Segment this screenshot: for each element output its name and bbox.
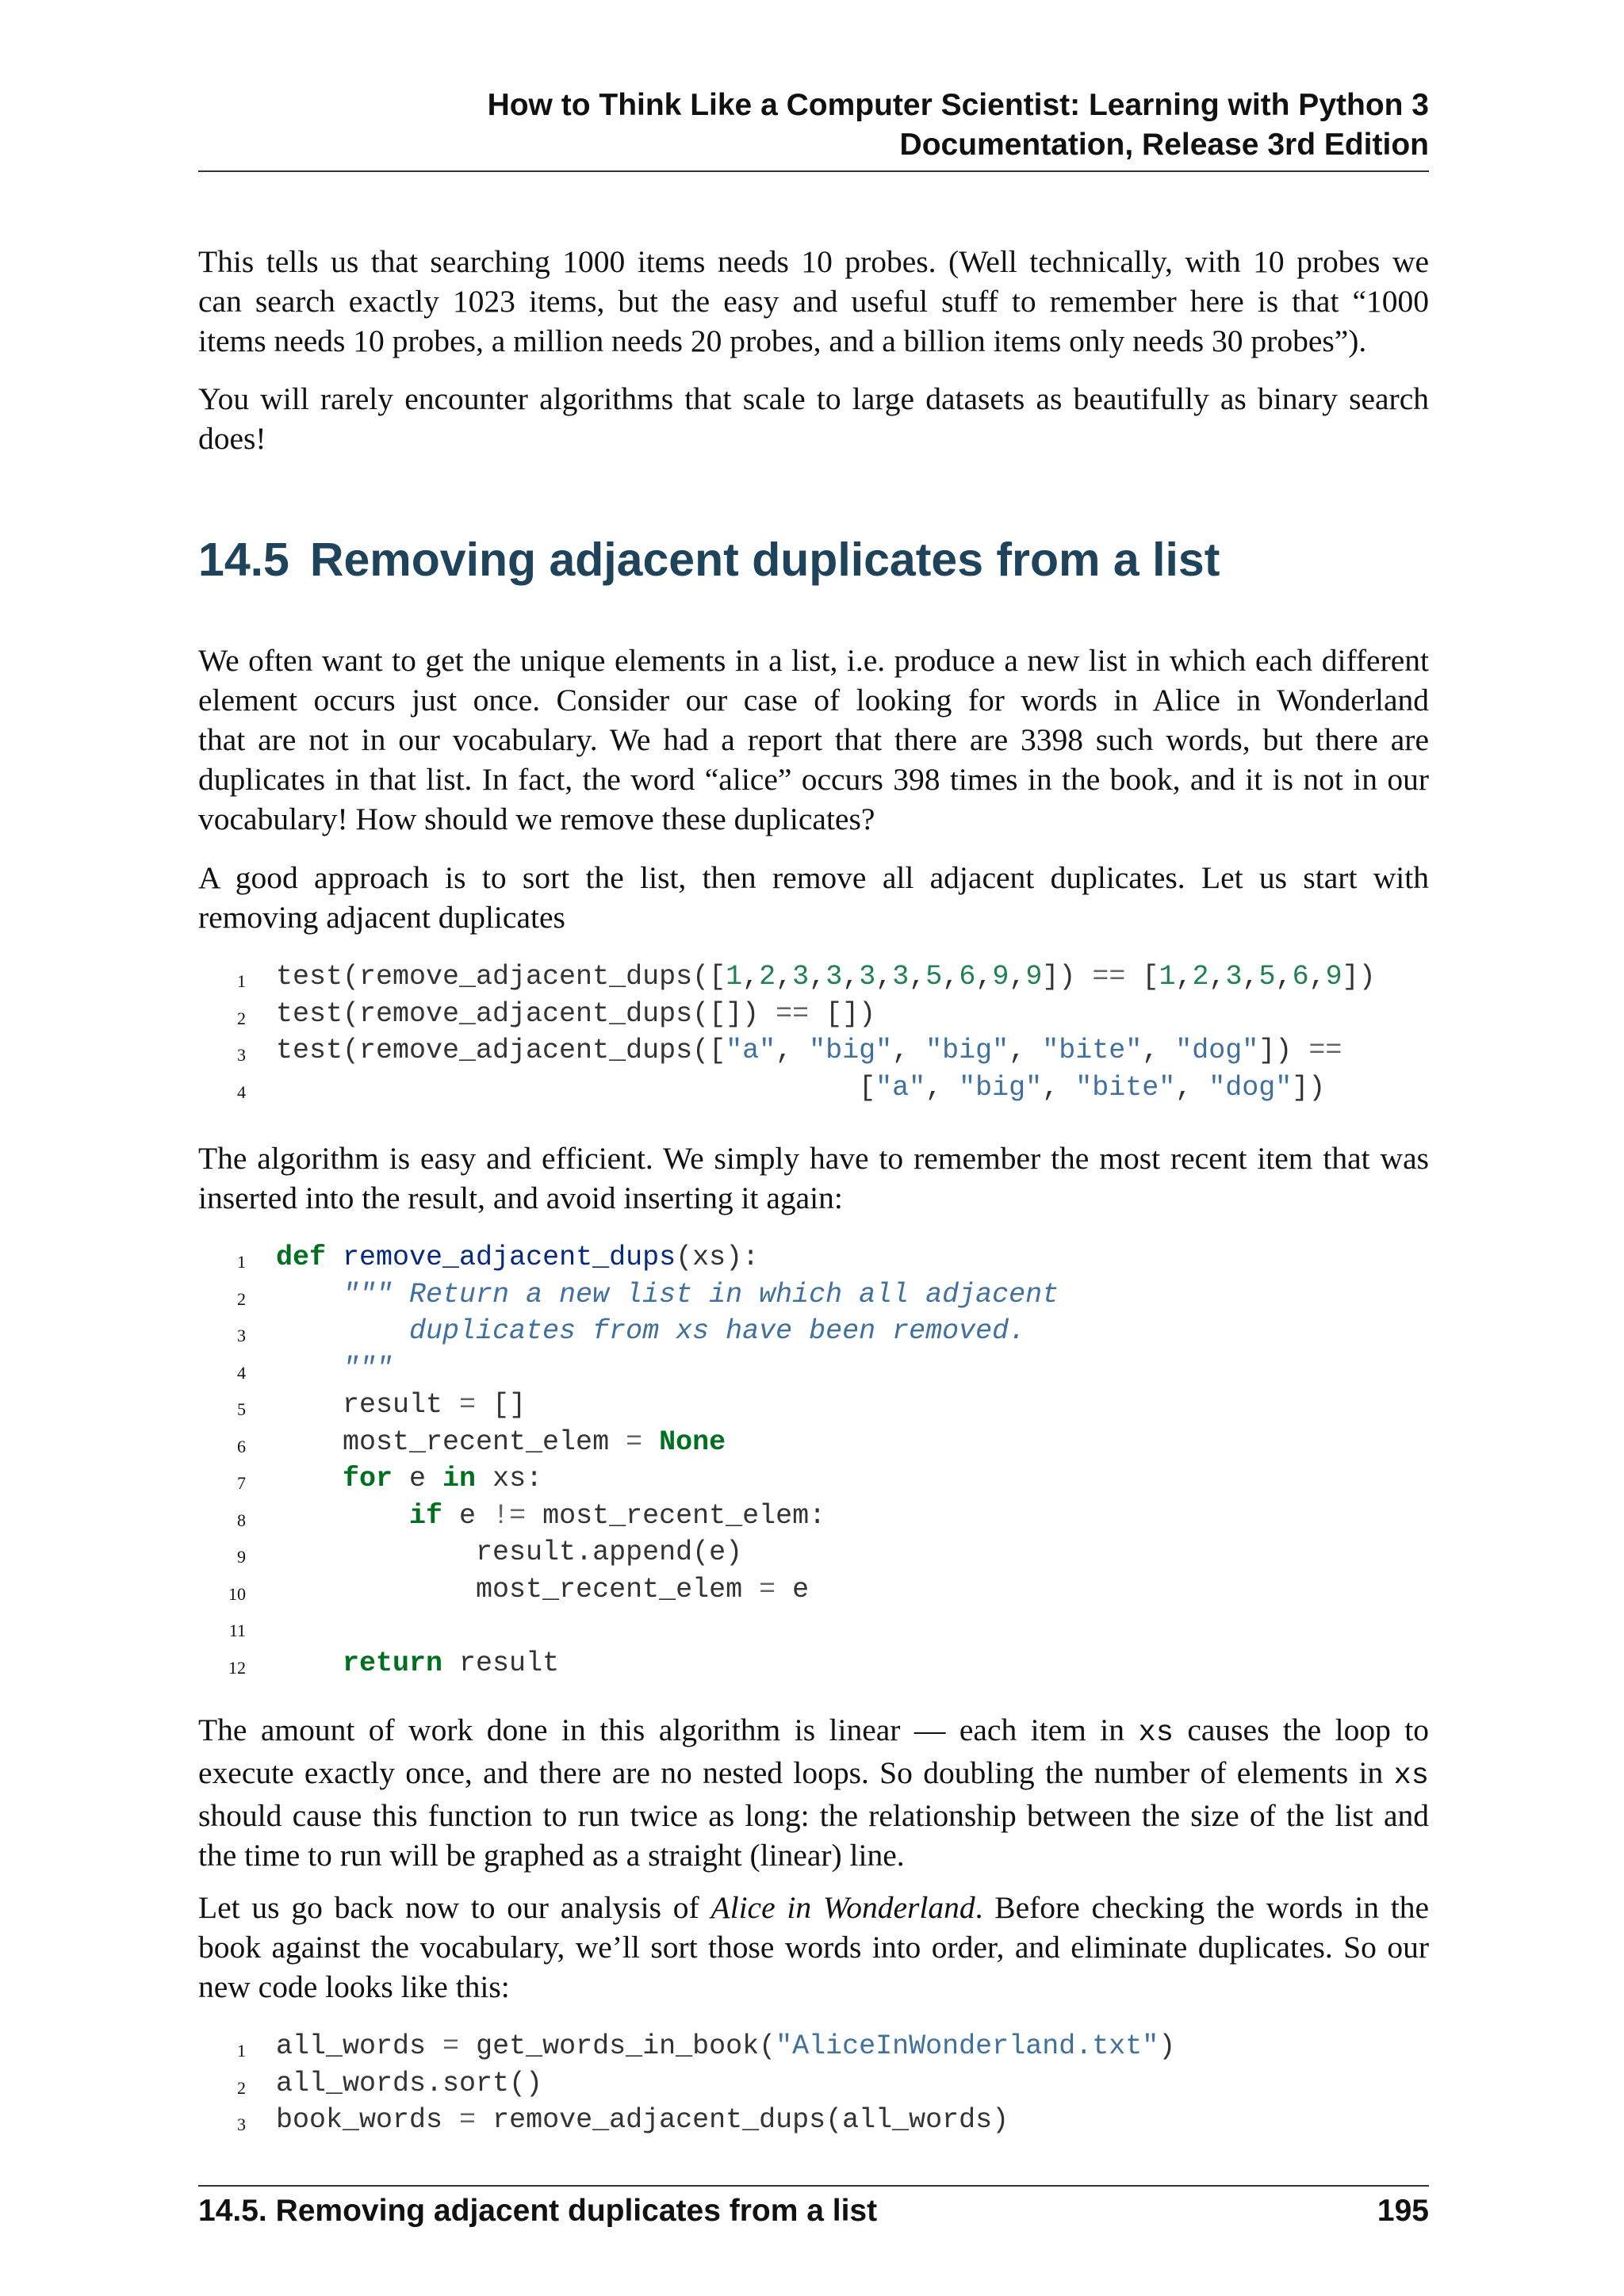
string-literal: "a" (875, 1071, 926, 1104)
number-literal: 9 (1025, 961, 1043, 993)
code-token: , (1308, 961, 1326, 993)
operator: == (1308, 1035, 1342, 1066)
string-literal: "big" (809, 1035, 893, 1066)
number-literal: 1 (1159, 961, 1176, 993)
text-line: can search exactly 1023 items, but the easy and useful stuff to remember here is that “1000 (198, 284, 1429, 319)
code-line (198, 1350, 1467, 1387)
code-text (276, 1032, 1342, 1070)
code-block-all-words (198, 2028, 1467, 2139)
footer-rule (198, 2185, 1429, 2187)
string-literal: "dog" (1175, 1035, 1259, 1066)
operator: = (459, 1389, 477, 1421)
text-line (198, 1710, 1429, 1753)
code-token: , (1242, 961, 1259, 993)
string-literal: "a" (726, 1035, 776, 1066)
text-segment: The amount of work done in this algorithm is linear — each item in (198, 1712, 1125, 1747)
number-literal: 3 (892, 961, 910, 993)
code-token (276, 1647, 343, 1679)
code-line (198, 1498, 1467, 1535)
code-token: , (975, 961, 993, 993)
text-line: vocabulary! How should we remove these duplicates? (198, 802, 875, 836)
code-text (276, 1645, 559, 1682)
code-token: get_words_in_book( (459, 2030, 776, 2062)
code-line (198, 1313, 1467, 1350)
text-line: We often want to get the unique elements in a list, i.e. produce a new list in which each different (198, 643, 1429, 678)
code-token (276, 1500, 409, 1532)
number-literal: 9 (1325, 961, 1342, 993)
code-token: test(remove_adjacent_dups([ (276, 961, 726, 993)
code-token: []) (809, 997, 876, 1030)
line-number: 4 (237, 1081, 246, 1102)
docstring: duplicates from xs have been removed. (276, 1315, 1026, 1347)
line-number: 7 (237, 1473, 246, 1493)
number-literal: 9 (992, 961, 1009, 993)
code-line (198, 996, 1467, 1033)
number-literal: 3 (1225, 961, 1243, 993)
string-literal: "big" (925, 1035, 1009, 1066)
number-literal: 3 (792, 961, 810, 993)
number-literal: 2 (759, 961, 776, 993)
code-token: ]) (1042, 961, 1093, 993)
code-token: most_recent_elem (276, 1573, 760, 1605)
text-line: that are not in our vocabulary. We had a report that there are 3398 such words, but there are (198, 722, 1429, 757)
header-line-1: How to Think Like a Computer Scientist: Learning with Python 3 (487, 88, 1429, 122)
code-text (276, 1070, 1325, 1107)
code-text (276, 996, 875, 1033)
code-line (198, 1460, 1467, 1498)
code-text: all_words.sort() (276, 2067, 543, 2099)
code-text (276, 1571, 809, 1609)
code-token: , (1009, 1035, 1043, 1066)
code-text (276, 1239, 759, 1276)
inline-code: xs (1393, 1759, 1430, 1793)
paragraph-good-approach (198, 858, 1429, 937)
code-token: e (393, 1463, 443, 1494)
code-token: , (1009, 961, 1026, 993)
code-token: , (875, 961, 893, 993)
paragraph-binary-search (198, 379, 1429, 458)
code-token: , (892, 1035, 926, 1066)
section-number: 14.5 (198, 534, 289, 586)
code-line (198, 2065, 1467, 2103)
code-line (198, 1424, 1467, 1461)
line-number: 8 (237, 1510, 246, 1530)
code-token: , (1042, 1071, 1076, 1104)
text-segment: . Before checking the words in the (975, 1890, 1430, 1925)
paragraph-unique-elements (198, 641, 1429, 839)
text-line: This tells us that searching 1000 items needs 10 probes. (Well technically, with 10 probes we (198, 244, 1429, 279)
header-rule (198, 170, 1429, 172)
code-token: ) (1159, 2030, 1176, 2062)
code-token: (xs): (676, 1242, 760, 1273)
code-token: [ (276, 1071, 876, 1104)
line-number: 6 (237, 1436, 246, 1456)
keyword: return (343, 1647, 443, 1679)
running-header (198, 86, 1429, 165)
code-block-tests (198, 959, 1467, 1106)
code-token: result (442, 1647, 560, 1679)
code-token: ]) (1342, 961, 1376, 993)
operator: == (1092, 961, 1126, 993)
code-token: , (909, 961, 926, 993)
number-literal: 3 (859, 961, 876, 993)
code-token: most_recent_elem (276, 1425, 626, 1458)
code-line (198, 1032, 1467, 1070)
line-number: 2 (237, 1288, 246, 1309)
code-text (276, 2102, 1009, 2139)
operator: != (492, 1499, 527, 1532)
text-line: the time to run will be graphed as a straight (linear) line. (198, 1838, 905, 1873)
code-token: , (1208, 961, 1226, 993)
code-line (198, 1276, 1467, 1314)
code-token: remove_adjacent_dups(all_words) (476, 2104, 1009, 2136)
code-token: e (776, 1573, 810, 1605)
code-token: result (276, 1389, 460, 1421)
operator: = (759, 1573, 776, 1605)
code-line (198, 1387, 1467, 1424)
text-line: element occurs just once. Consider our case of looking for words in Alice in Wonderland (198, 683, 1429, 718)
code-token: xs: (476, 1463, 543, 1494)
section-title-text: Removing adjacent duplicates from a list (309, 534, 1220, 586)
text-line: does! (198, 421, 266, 456)
code-block-function (198, 1239, 1467, 1682)
line-number: 2 (237, 2077, 246, 2098)
docstring: """ Return a new list in which all adjacent (276, 1278, 1059, 1311)
keyword: in (442, 1463, 477, 1494)
number-literal: 5 (1258, 961, 1276, 993)
text-line: new code looks like this: (198, 1969, 510, 2004)
number-literal: 1 (726, 961, 743, 993)
code-line (198, 959, 1467, 996)
text-line: book against the vocabulary, we’ll sort those words into order, and eliminate duplicates. So our (198, 1930, 1429, 1965)
keyword: for (343, 1463, 393, 1494)
line-number: 1 (237, 1252, 246, 1272)
code-text: result.append(e) (276, 1536, 743, 1568)
function-name: remove_adjacent_dups (343, 1242, 676, 1273)
page-number: 195 (1377, 2194, 1429, 2228)
text-segment: causes the loop to (1187, 1712, 1430, 1747)
code-token: , (776, 1035, 810, 1066)
text-line: removing adjacent duplicates (198, 900, 565, 935)
code-token: , (776, 961, 793, 993)
code-token: , (842, 961, 860, 993)
code-token: , (1175, 961, 1193, 993)
code-line (198, 1645, 1467, 1682)
text-segment: Let us go back now to our analysis of (198, 1890, 699, 1925)
line-number: 12 (228, 1657, 246, 1678)
string-literal: "bite" (1075, 1071, 1176, 1104)
line-number: 1 (237, 2041, 246, 2061)
code-line (198, 1608, 1467, 1645)
text-line: duplicates in that list. In fact, the word “alice” occurs 398 times in the book, and it is not in our (198, 762, 1429, 797)
code-text (276, 2028, 1175, 2065)
code-token: , (809, 961, 826, 993)
text-line: inserted into the result, and avoid inserting it again: (198, 1181, 843, 1215)
inline-code: xs (1138, 1716, 1174, 1750)
line-number: 3 (237, 1045, 246, 1065)
operator: == (776, 997, 810, 1030)
line-number: 3 (237, 1326, 246, 1345)
code-text (276, 1387, 526, 1424)
line-number: 3 (237, 2114, 246, 2134)
section-heading (198, 530, 1429, 590)
line-number: 10 (228, 1583, 246, 1604)
operator: = (626, 1425, 643, 1458)
line-number: 9 (237, 1547, 246, 1567)
line-number: 5 (237, 1399, 246, 1419)
code-token (276, 1463, 343, 1494)
code-token: [ (1125, 961, 1159, 993)
line-number: 1 (237, 971, 246, 991)
code-token: ]) (1258, 1035, 1309, 1066)
header-line-2: Documentation, Release 3rd Edition (899, 128, 1429, 162)
number-literal: 2 (1192, 961, 1209, 993)
paragraph-algorithm-efficient (198, 1138, 1429, 1218)
line-number: 11 (228, 1621, 246, 1640)
number-literal: 5 (925, 961, 943, 993)
code-text (276, 959, 1376, 996)
code-text (276, 1460, 542, 1498)
text-line: A good approach is to sort the list, then remove all adjacent duplicates. Let us start with (198, 860, 1429, 895)
code-line (198, 1571, 1467, 1609)
keyword: def (276, 1242, 327, 1273)
string-literal: "AliceInWonderland.txt" (776, 2030, 1159, 2062)
number-literal: 6 (959, 961, 976, 993)
keyword: if (409, 1499, 443, 1532)
code-token: [] (476, 1389, 527, 1421)
docstring: """ (276, 1352, 393, 1384)
keyword: None (659, 1425, 726, 1458)
book-title: Alice in Wonderland (710, 1890, 975, 1925)
number-literal: 3 (825, 961, 843, 993)
code-token: test(remove_adjacent_dups([ (276, 1035, 726, 1066)
string-literal: "big" (959, 1071, 1043, 1104)
text-line: items needs 10 probes, a million needs 20 probes, and a billion items only needs 30 probes”). (198, 323, 1367, 358)
text-segment: execute exactly once, and there are no nested loops. So doubling the number of elements in (198, 1755, 1384, 1790)
string-literal: "dog" (1208, 1071, 1293, 1104)
line-number: 4 (237, 1362, 246, 1383)
text-line (198, 1888, 1429, 1927)
text-line: should cause this function to run twice as long: the relationship between the size of the list and (198, 1798, 1429, 1833)
code-token: e (442, 1499, 493, 1532)
code-token: , (742, 961, 760, 993)
code-token: most_recent_elem: (526, 1499, 826, 1532)
code-text (276, 1424, 726, 1461)
paragraph-probes (198, 242, 1429, 361)
operator: = (459, 2104, 477, 2136)
text-line: The algorithm is easy and efficient. We simply have to remember the most recent item that was (198, 1141, 1429, 1176)
code-token: , (925, 1071, 959, 1104)
line-number: 2 (237, 1008, 246, 1028)
footer-section-label: 14.5. Removing adjacent duplicates from a list (198, 2194, 878, 2228)
paragraph-linear-work (198, 1710, 1429, 1875)
code-token: test(remove_adjacent_dups([]) (276, 997, 776, 1030)
code-token: ]) (1292, 1071, 1326, 1104)
paragraph-alice-analysis (198, 1888, 1429, 2007)
code-line (198, 1534, 1467, 1571)
code-token: all_words (276, 2030, 443, 2062)
code-line (198, 1239, 1467, 1276)
code-token: , (942, 961, 959, 993)
code-token: , (1142, 1035, 1176, 1066)
code-text (276, 1498, 825, 1535)
code-token: , (1175, 1071, 1209, 1104)
operator: = (442, 2030, 460, 2062)
text-line (198, 1753, 1429, 1796)
code-line (198, 2102, 1467, 2139)
string-literal: "bite" (1042, 1035, 1143, 1066)
code-line (198, 2028, 1467, 2065)
code-token: , (1275, 961, 1293, 993)
code-line (198, 1070, 1467, 1107)
number-literal: 6 (1292, 961, 1309, 993)
text-line: You will rarely encounter algorithms that scale to large datasets as beautifully as binary search (198, 381, 1429, 416)
code-token: book_words (276, 2104, 460, 2136)
